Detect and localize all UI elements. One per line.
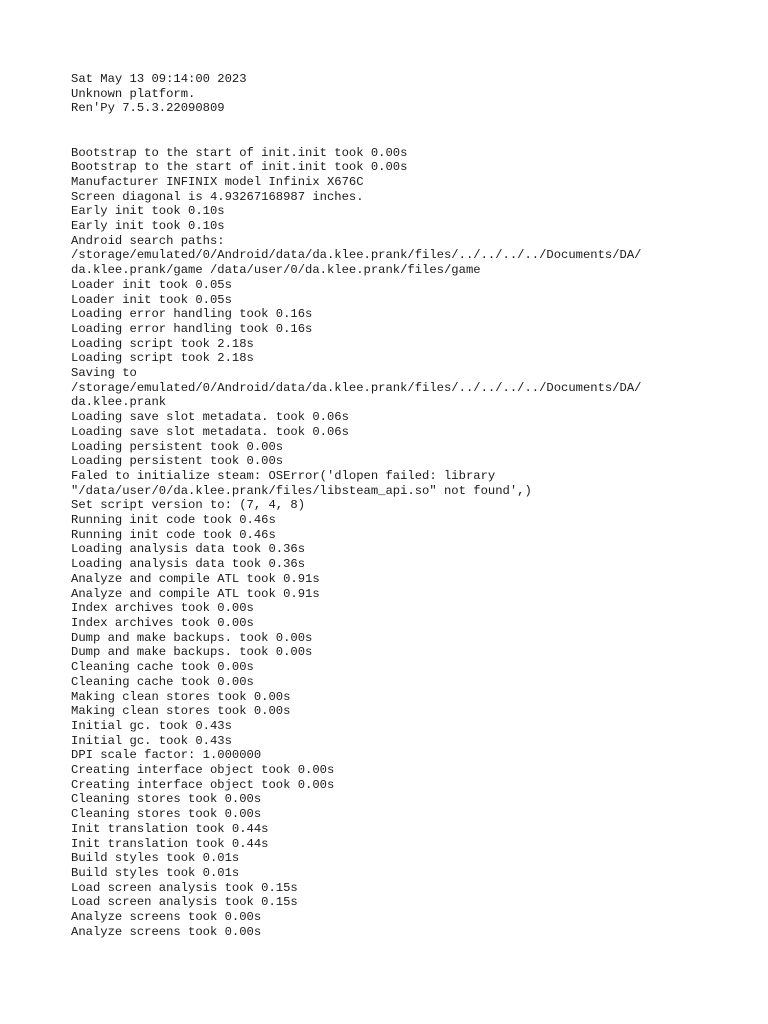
log-header: [71, 72, 751, 116]
log-line: Saving to: [71, 366, 137, 381]
log-line: Loading analysis data took 0.36s: [71, 542, 306, 557]
log-line: Load screen analysis took 0.15s: [71, 895, 298, 910]
log-line: DPI scale factor: 1.000000: [71, 748, 262, 763]
log-line: Init translation took 0.44s: [71, 836, 269, 851]
log-line: Cleaning stores took 0.00s: [71, 792, 262, 807]
log-line: Making clean stores took 0.00s: [71, 704, 291, 719]
log-line: Set script version to: (7, 4, 8): [71, 498, 306, 513]
log-line: Loading save slot metadata. took 0.06s: [71, 410, 349, 425]
log-line: Loading persistent took 0.00s: [71, 454, 284, 469]
log-line: Build styles took 0.01s: [71, 865, 240, 880]
log-line: Creating interface object took 0.00s: [71, 777, 335, 792]
log-line: Screen diagonal is 4.93267168987 inches.: [71, 189, 364, 204]
log-line: Loading persistent took 0.00s: [71, 439, 284, 454]
log-line: Running init code took 0.46s: [71, 513, 276, 528]
log-line: Running init code took 0.46s: [71, 527, 276, 542]
log-line: Index archives took 0.00s: [71, 601, 254, 616]
log-line: Cleaning stores took 0.00s: [71, 807, 262, 822]
log-line: Build styles took 0.01s: [71, 851, 240, 866]
header-line: Unknown platform.: [71, 86, 196, 101]
log-body: [71, 146, 751, 940]
log-line: "/data/user/0/da.klee.prank/files/libsteam_api.so" not found',): [71, 483, 532, 498]
log-line: Android search paths:: [71, 233, 225, 248]
log-line: Early init took 0.10s: [71, 219, 225, 234]
log-line: Loading error handling took 0.16s: [71, 307, 313, 322]
log-line: /storage/emulated/0/Android/data/da.klee.prank/files/../../../../Documents/DA/: [71, 380, 642, 395]
log-line: Initial gc. took 0.43s: [71, 733, 232, 748]
log-line: /storage/emulated/0/Android/data/da.klee.prank/files/../../../../Documents/DA/: [71, 248, 642, 263]
log-line: Analyze screens took 0.00s: [71, 924, 262, 939]
log-line: Loading script took 2.18s: [71, 336, 254, 351]
log-line: Cleaning cache took 0.00s: [71, 660, 254, 675]
log-line: Analyze screens took 0.00s: [71, 910, 262, 925]
log-line: Initial gc. took 0.43s: [71, 718, 232, 733]
log-line: Analyze and compile ATL took 0.91s: [71, 571, 320, 586]
log-line: Early init took 0.10s: [71, 204, 225, 219]
log-line: Loading save slot metadata. took 0.06s: [71, 424, 349, 439]
log-line: Manufacturer INFINIX model Infinix X676C: [71, 174, 364, 189]
header-line: Ren'Py 7.5.3.22090809: [71, 101, 225, 116]
log-line: Loader init took 0.05s: [71, 292, 232, 307]
log-line: da.klee.prank/game /data/user/0/da.klee.prank/files/game: [71, 263, 481, 278]
log-line: Init translation took 0.44s: [71, 821, 269, 836]
log-line: Creating interface object took 0.00s: [71, 763, 335, 778]
log-line: Cleaning cache took 0.00s: [71, 674, 254, 689]
log-line: Loading script took 2.18s: [71, 351, 254, 366]
log-line: Bootstrap to the start of init.init took 0.00s: [71, 145, 408, 160]
log-line: Dump and make backups. took 0.00s: [71, 630, 313, 645]
log-line: Analyze and compile ATL took 0.91s: [71, 586, 320, 601]
log-line: Making clean stores took 0.00s: [71, 689, 291, 704]
log-line: Index archives took 0.00s: [71, 616, 254, 630]
blank-lines: [71, 116, 751, 145]
log-line: Dump and make backups. took 0.00s: [71, 645, 313, 660]
log-line: Loading analysis data took 0.36s: [71, 557, 306, 572]
log-line: da.klee.prank: [71, 395, 167, 410]
header-line: Sat May 13 09:14:00 2023: [71, 72, 247, 86]
log-line: Faled to initialize steam: OSError('dlopen failed: library: [71, 468, 496, 483]
log-line: Loader init took 0.05s: [71, 277, 232, 292]
log-line: Load screen analysis took 0.15s: [71, 880, 298, 895]
log-document: [71, 72, 751, 939]
log-line: Bootstrap to the start of init.init took 0.00s: [71, 160, 408, 175]
log-line: Loading error handling took 0.16s: [71, 321, 313, 336]
